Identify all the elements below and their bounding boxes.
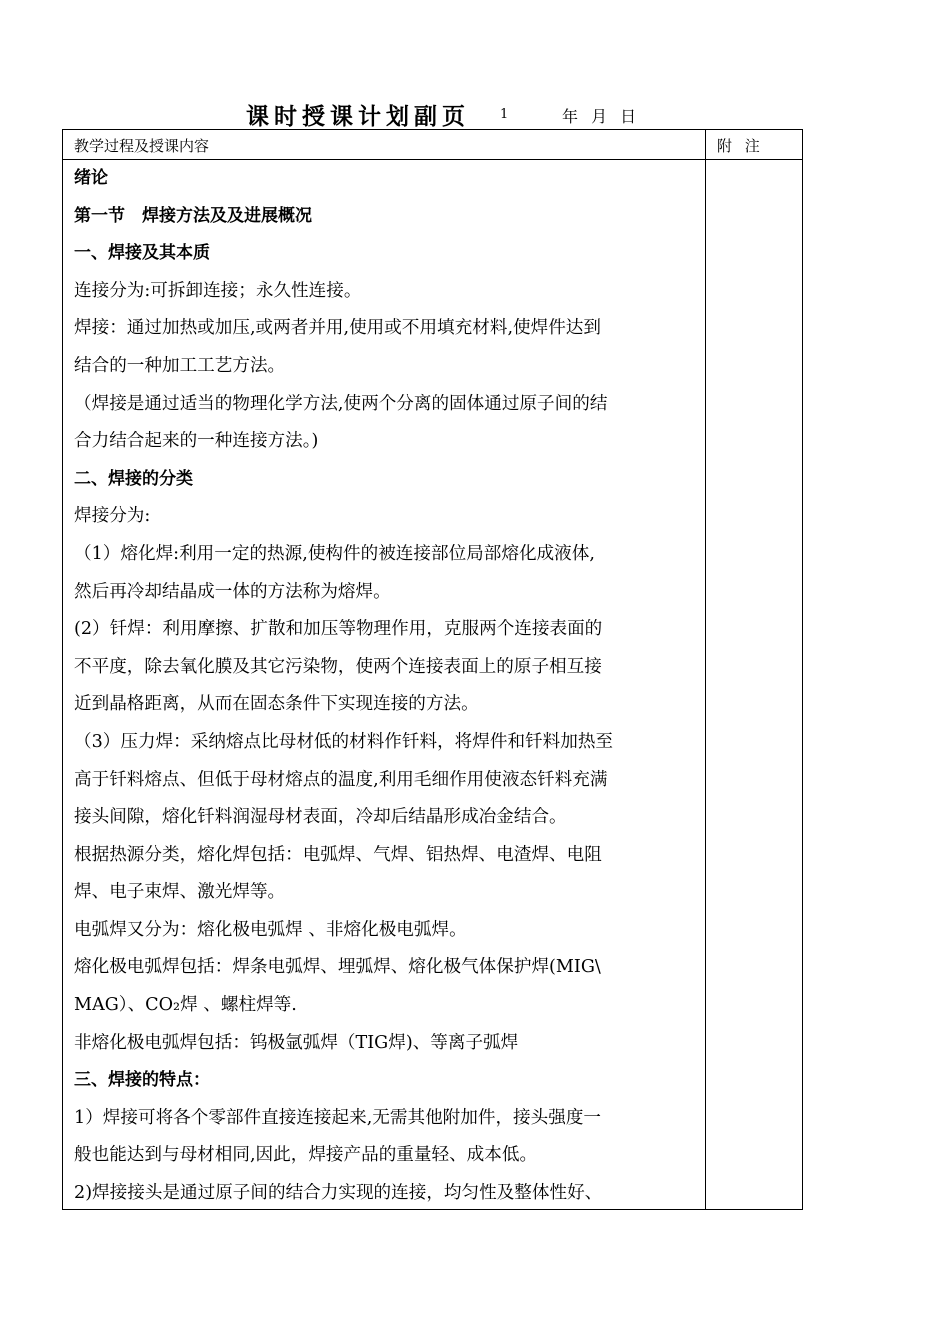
content-line: (2）钎焊：利用摩擦、扩散和加压等物理作用，克服两个连接表面的 [74, 619, 603, 640]
section-heading: 第一节 焊接方法及及进展概况 [74, 205, 312, 226]
content-line: 合力结合起来的一种连接方法。) [74, 431, 319, 452]
lesson-plan-table [62, 129, 803, 1210]
content-cell [74, 160, 698, 1213]
section-heading: 三、焊接的特点： [74, 1070, 210, 1091]
content-line: 电弧焊又分为：熔化极电弧焊 、非熔化极电弧焊。 [74, 919, 467, 940]
content-line: 然后再冷却结晶成一体的方法称为熔焊。 [74, 581, 391, 602]
content-line: 般也能达到与母材相同,因此，焊接产品的重量轻、成本低。 [74, 1145, 538, 1166]
content-line: MAG）、CO₂焊 、螺柱焊等. [74, 995, 297, 1016]
content-line: 非熔化极电弧焊包括：钨极氩弧焊（TIG焊)、等离子弧焊 [74, 1032, 519, 1053]
page-title: 课时授课计划副页 [246, 104, 470, 130]
content-line: （1）熔化焊:利用一定的热源,使构件的被连接部位局部熔化成液体, [74, 543, 595, 564]
section-heading: 二、焊接的分类 [74, 468, 193, 489]
page-number: 1 [500, 107, 509, 122]
column-header-notes: 附 注 [717, 137, 764, 155]
section-heading: 一、焊接及其本质 [74, 243, 210, 264]
content-line: 焊接：通过加热或加压,或两者并用,使用或不用填充材料,使焊件达到 [74, 318, 601, 339]
column-header-content: 教学过程及授课内容 [74, 137, 210, 155]
content-line: 近到晶格距离，从而在固态条件下实现连接的方法。 [74, 694, 479, 715]
section-heading: 绪论 [74, 168, 108, 188]
content-line: （3）压力焊：采纳熔点比母材低的材料作钎料，将焊件和钎料加热至 [74, 731, 614, 752]
content-line: 根据热源分类，熔化焊包括：电弧焊、气焊、铝热焊、电渣焊、电阻 [74, 844, 602, 865]
content-line: 结合的一种加工工艺方法。 [74, 355, 286, 376]
content-line: 焊接分为: [74, 506, 151, 527]
content-line: 1）焊接可将各个零部件直接连接起来,无需其他附加件，接头强度一 [74, 1107, 602, 1128]
content-line: 熔化极电弧焊包括：焊条电弧焊、埋弧焊、熔化极气体保护焊(MIG\ [74, 957, 601, 978]
content-line: （焊接是通过适当的物理化学方法,使两个分离的固体通过原子间的结 [74, 393, 608, 414]
content-line: 连接分为:可拆卸连接；永久性连接。 [74, 280, 362, 301]
content-line: 高于钎料熔点、但低于母材熔点的温度,利用毛细作用使液态钎料充满 [74, 769, 608, 790]
content-line: 2)焊接接头是通过原子间的结合力实现的连接，均匀性及整体性好、 [74, 1183, 603, 1204]
date-label: 年 月 日 [562, 107, 637, 126]
content-line: 不平度，除去氧化膜及其它污染物，使两个连接表面上的原子相互接 [74, 656, 602, 677]
content-line: 焊、电子束焊、激光焊等。 [74, 882, 286, 903]
column-divider [705, 130, 706, 1209]
content-line: 接头间隙，熔化钎料润湿母材表面，冷却后结晶形成冶金结合。 [74, 807, 567, 828]
